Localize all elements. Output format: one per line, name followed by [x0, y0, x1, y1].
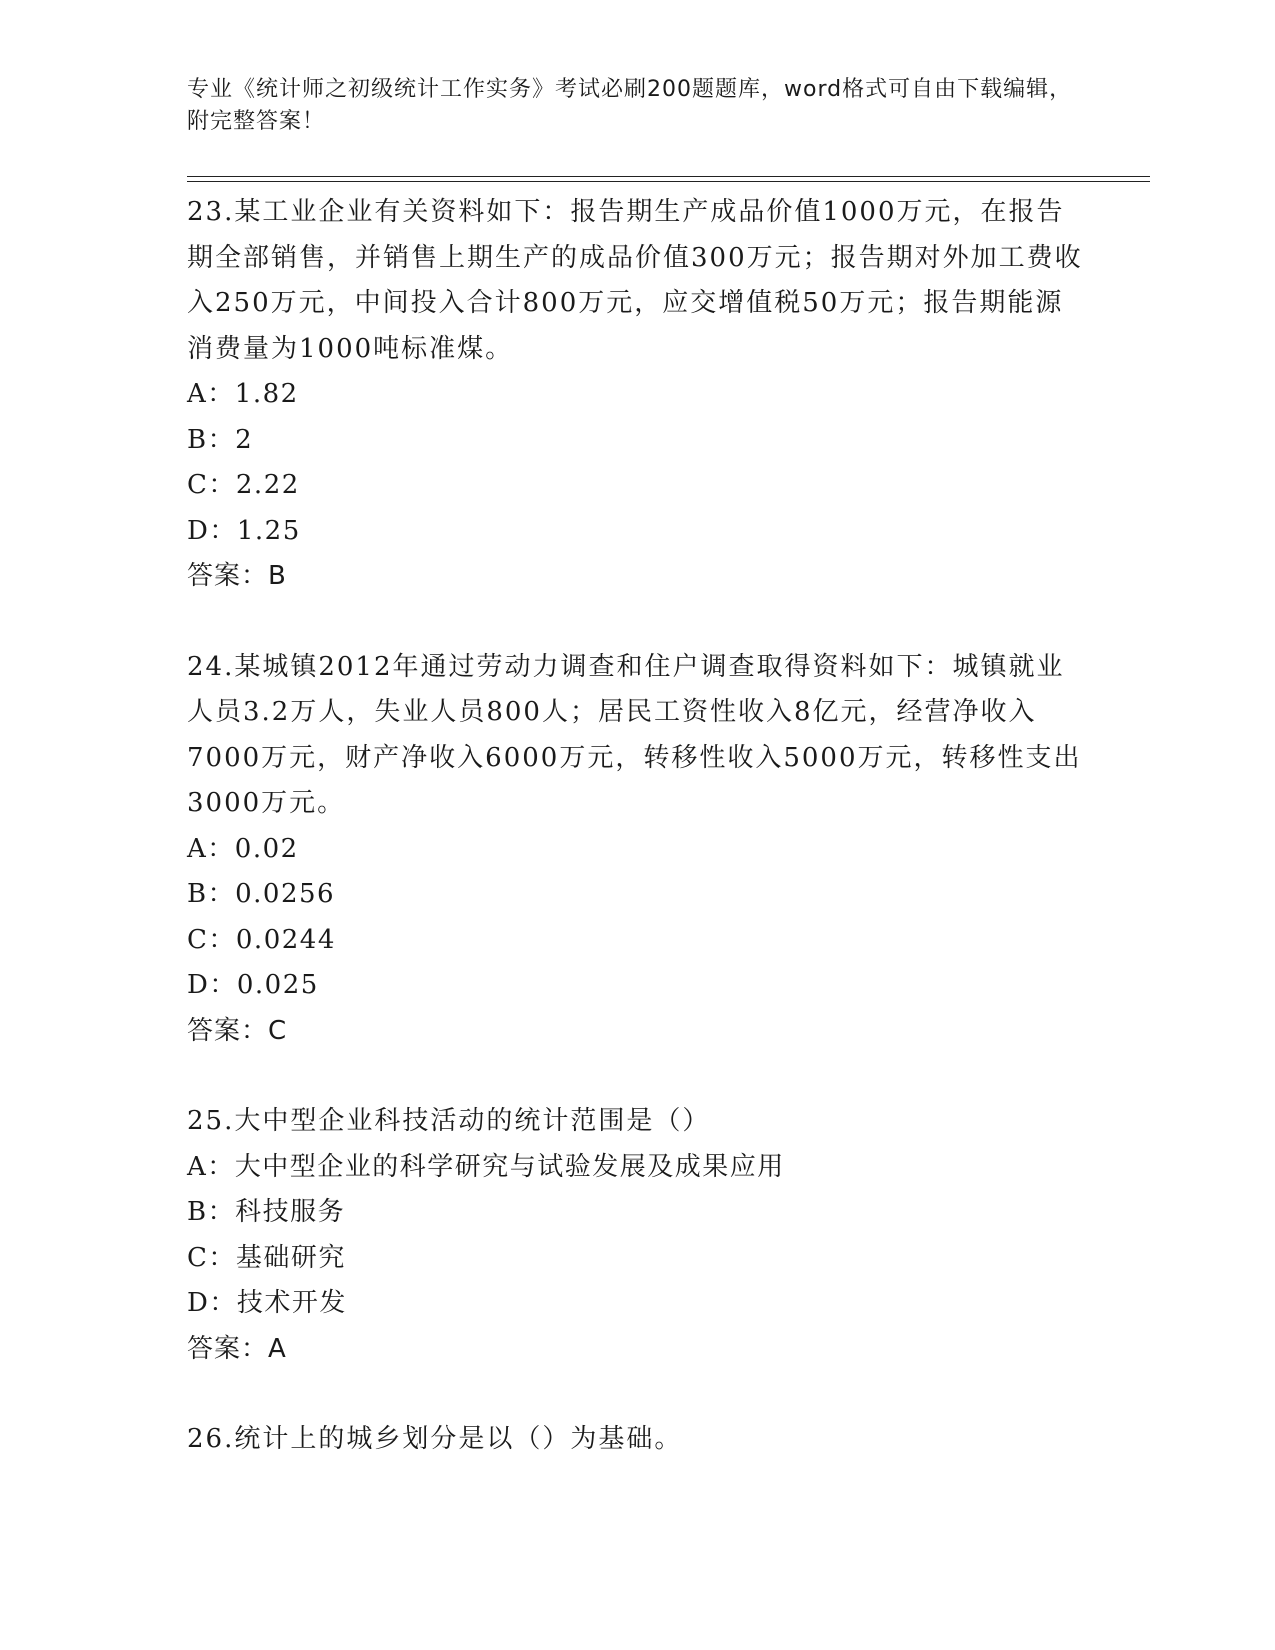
answer-text: 答案：B — [187, 561, 287, 591]
option-c: C：基础研究 — [187, 1242, 346, 1273]
answer-text: 答案：C — [187, 1015, 288, 1046]
question-stem: 25.大中型企业科技活动的统计范围是（） — [187, 1106, 711, 1136]
question-item — [187, 1099, 1087, 1372]
header-divider-line — [187, 181, 1150, 182]
question-stem: 26.统计上的城乡划分是以（）为基础。 — [187, 1424, 683, 1454]
option-d: D：0.025 — [187, 970, 319, 1000]
document-header: 专业《统计师之初级统计工作实务》考试必刷200题题库，word格式可自由下载编辑，附完整答案！ — [187, 77, 1073, 134]
question-item — [187, 645, 1087, 1055]
option-d: D：1.25 — [187, 515, 301, 546]
option-c: C：2.22 — [187, 470, 300, 500]
option-b: B：科技服务 — [187, 1197, 346, 1227]
answer-text: 答案：A — [187, 1333, 287, 1364]
question-stem: 23.某工业企业有关资料如下：报告期生产成品价值1000万元，在报告期全部销售，并销售上期生产的成品价值300万元；报告期对外加工费收入250万元，中间投入合计800万元，应交增值税50万元；报告期能源消费量为1000吨标准煤。 — [187, 197, 1083, 364]
option-a: A：1.82 — [187, 379, 299, 409]
option-b: B：2 — [187, 424, 254, 455]
option-b: B：0.0256 — [187, 879, 336, 909]
question-item — [187, 190, 1087, 600]
header-divider-line — [187, 176, 1150, 177]
question-list — [187, 190, 1087, 1508]
option-a: A：0.02 — [187, 833, 299, 864]
question-stem: 24.某城镇2012年通过劳动力调查和住户调查取得资料如下：城镇就业人员3.2万人，失业人员800人；居民工资性收入8亿元，经营净收入7000万元，财产净收入6000万元，转移性收入5000万元，转移性支出3000万元。 — [187, 651, 1082, 818]
option-c: C：0.0244 — [187, 924, 336, 955]
question-item — [187, 1417, 1087, 1463]
option-d: D：技术开发 — [187, 1288, 347, 1318]
option-a: A：大中型企业的科学研究与试验发展及成果应用 — [187, 1151, 785, 1182]
